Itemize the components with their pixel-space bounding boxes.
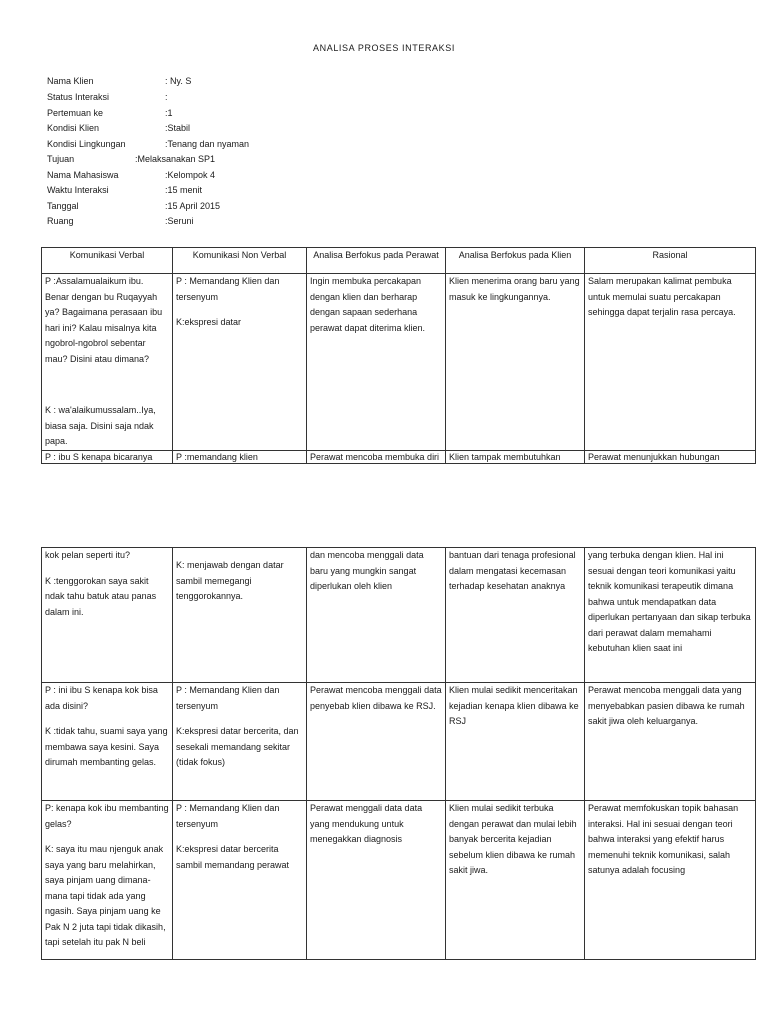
info-label: Kondisi Klien <box>47 123 100 133</box>
header-analisa-perawat: Analisa Berfokus pada Perawat <box>307 248 446 274</box>
info-value: :Tenang dan nyaman <box>165 139 250 149</box>
verbal-klien: K :tenggorokan saya sakit ndak tahu batuk atau panas dalam ini. <box>45 575 157 617</box>
info-row-waktu-interaksi <box>47 183 547 199</box>
cell-verbal <box>42 274 173 451</box>
verbal-perawat: P : ini ibu S kenapa kok bisa ada disini? <box>45 685 158 711</box>
info-value: :Seruni <box>165 216 194 226</box>
info-label: Ruang <box>47 216 74 226</box>
nonverbal-perawat: P : Memandang Klien dan tersenyum <box>176 685 280 711</box>
nonverbal-klien: K:ekspresi datar <box>176 317 242 327</box>
cell-verbal: P : ibu S kenapa bicaranya <box>42 450 173 463</box>
info-row-nama-klien <box>47 74 547 90</box>
cell-analisa-klien: bantuan dari tenaga profesional dalam mengatasi kecemasan terhadap kesehatan anaknya <box>446 548 585 683</box>
verbal-perawat: kok pelan seperti itu? <box>45 550 131 560</box>
cell-analisa-klien: Klien mulai sedikit menceritakan kejadian kenapa klien dibawa ke RSJ <box>446 683 585 801</box>
info-row-status-interaksi <box>47 90 547 106</box>
info-row-pertemuan <box>47 106 547 122</box>
header-komunikasi-verbal: Komunikasi Verbal <box>42 248 173 274</box>
verbal-perawat: P :Assalamualaikum ibu. Benar dengan bu Ruqayyah ya? Bagaimana perasaan ibu hari ini? Kalau misalnya kita ngobrol-ngobrol sebentar mau? Disini atau dimana? <box>45 276 163 364</box>
table-row <box>42 274 756 451</box>
cell-non-verbal <box>173 548 307 683</box>
cell-analisa-perawat: Ingin membuka percakapan dengan klien dan berharap dengan sapaan sederhana perawat dapat diterima klien. <box>307 274 446 451</box>
info-label: Waktu Interaksi <box>47 185 109 195</box>
info-row-tanggal <box>47 199 547 215</box>
nonverbal-perawat: P : Memandang Klien dan tersenyum <box>176 803 280 829</box>
table-header-row <box>42 248 756 274</box>
table-row <box>42 548 756 683</box>
header-rasional: Rasional <box>585 248 756 274</box>
info-value: :Kelompok 4 <box>165 170 216 180</box>
info-row-tujuan <box>47 152 547 168</box>
cell-rasional: Perawat mencoba menggali data yang menyebabkan pasien dibawa ke rumah sakit jiwa oleh keluarganya. <box>585 683 756 801</box>
info-label: Tanggal <box>47 201 79 211</box>
info-row-kondisi-klien <box>47 121 547 137</box>
table-row <box>42 450 756 463</box>
cell-analisa-perawat: Perawat mencoba menggali data penyebab klien dibawa ke RSJ. <box>307 683 446 801</box>
verbal-perawat: P: kenapa kok ibu membanting gelas? <box>45 803 169 829</box>
info-label: Nama Klien <box>47 76 94 86</box>
info-value: : Ny. S <box>165 76 192 86</box>
info-value: :15 April 2015 <box>165 201 221 211</box>
cell-verbal <box>42 801 173 960</box>
cell-analisa-perawat: dan mencoba menggali data baru yang mungkin sangat diperlukan oleh klien <box>307 548 446 683</box>
info-label: Pertemuan ke <box>47 108 104 118</box>
nonverbal-perawat: P : Memandang Klien dan tersenyum <box>176 276 280 302</box>
verbal-klien: K :tidak tahu, suami saya yang membawa saya kesini. Saya dirumah membanting gelas. <box>45 726 168 767</box>
info-value: :Stabil <box>165 123 191 133</box>
verbal-klien: K: saya itu mau njenguk anak saya yang baru melahirkan, saya pinjam uang dimana-mana tapi tidak ada yang ngasih. Saya pinjam uang ke Pak N 2 juta tapi tidak dikasih, tapi setelah itu pak N beli <box>45 844 166 947</box>
nonverbal-klien: K:ekspresi datar bercerita, dan sesekali memandang sekitar (tidak fokus) <box>176 726 299 767</box>
nonverbal-klien: K:ekspresi datar bercerita sambil memandang perawat <box>176 844 290 870</box>
cell-analisa-perawat: Perawat mencoba membuka diri <box>307 450 446 463</box>
cell-analisa-klien: Klien mulai sedikit terbuka dengan perawat dan mulai lebih banyak bercerita kejadian sebelum klien dibawa ke rumah sakit jiwa. <box>446 801 585 960</box>
info-label: Nama Mahasiswa <box>47 170 119 180</box>
header-komunikasi-non-verbal: Komunikasi Non Verbal <box>173 248 307 274</box>
interaction-table-part-2 <box>41 547 756 960</box>
cell-non-verbal: P :memandang klien <box>173 450 307 463</box>
info-label: Kondisi Lingkungan <box>47 139 126 149</box>
document-title: ANALISA PROSES INTERAKSI <box>313 43 455 53</box>
header-analisa-klien: Analisa Berfokus pada Klien <box>446 248 585 274</box>
cell-verbal <box>42 548 173 683</box>
cell-non-verbal <box>173 683 307 801</box>
cell-rasional: Salam merupakan kalimat pembuka untuk memulai suatu percakapan sehingga dapat terjalin rasa percaya. <box>585 274 756 451</box>
cell-rasional: yang terbuka dengan klien. Hal ini sesuai dengan teori komunikasi yaitu teknik komunikasi terapeutik dimana bahwa untuk mendapatkan data diperlukan pertanyaan dan sikap terbuka dari perawat dalam memahami kebutuhan klien saat ini <box>585 548 756 683</box>
table-row <box>42 683 756 801</box>
cell-rasional: Perawat menunjukkan hubungan <box>585 450 756 463</box>
cell-analisa-perawat: Perawat menggali data data yang mendukung untuk menegakkan diagnosis <box>307 801 446 960</box>
info-label: Status Interaksi <box>47 92 110 102</box>
info-value: : <box>165 92 168 102</box>
cell-rasional: Perawat memfokuskan topik bahasan interaksi. Hal ini sesuai dengan teori bahwa interaksi yang efektif harus memenuhi teknik komunikasi, salah satunya adalah focusing <box>585 801 756 960</box>
cell-non-verbal <box>173 801 307 960</box>
info-value: :Melaksanakan SP1 <box>135 154 216 164</box>
table-row <box>42 801 756 960</box>
info-label: Tujuan <box>47 154 75 164</box>
info-value: :1 <box>165 108 173 118</box>
interaction-table-part-1 <box>41 247 756 464</box>
cell-non-verbal <box>173 274 307 451</box>
nonverbal-klien: K: menjawab dengan datar sambil memegangi tenggorokannya. <box>176 560 284 601</box>
info-row-kondisi-lingkungan <box>47 137 547 153</box>
info-row-ruang <box>47 214 547 230</box>
cell-verbal <box>42 683 173 801</box>
cell-analisa-klien: Klien tampak membutuhkan <box>446 450 585 463</box>
verbal-klien: K : wa'alaikumussalam..Iya, biasa saja. Disini saja ndak papa. <box>45 405 156 446</box>
info-row-nama-mahasiswa <box>47 168 547 184</box>
cell-analisa-klien: Klien menerima orang baru yang masuk ke lingkungannya. <box>446 274 585 451</box>
info-value: :15 menit <box>165 185 203 195</box>
